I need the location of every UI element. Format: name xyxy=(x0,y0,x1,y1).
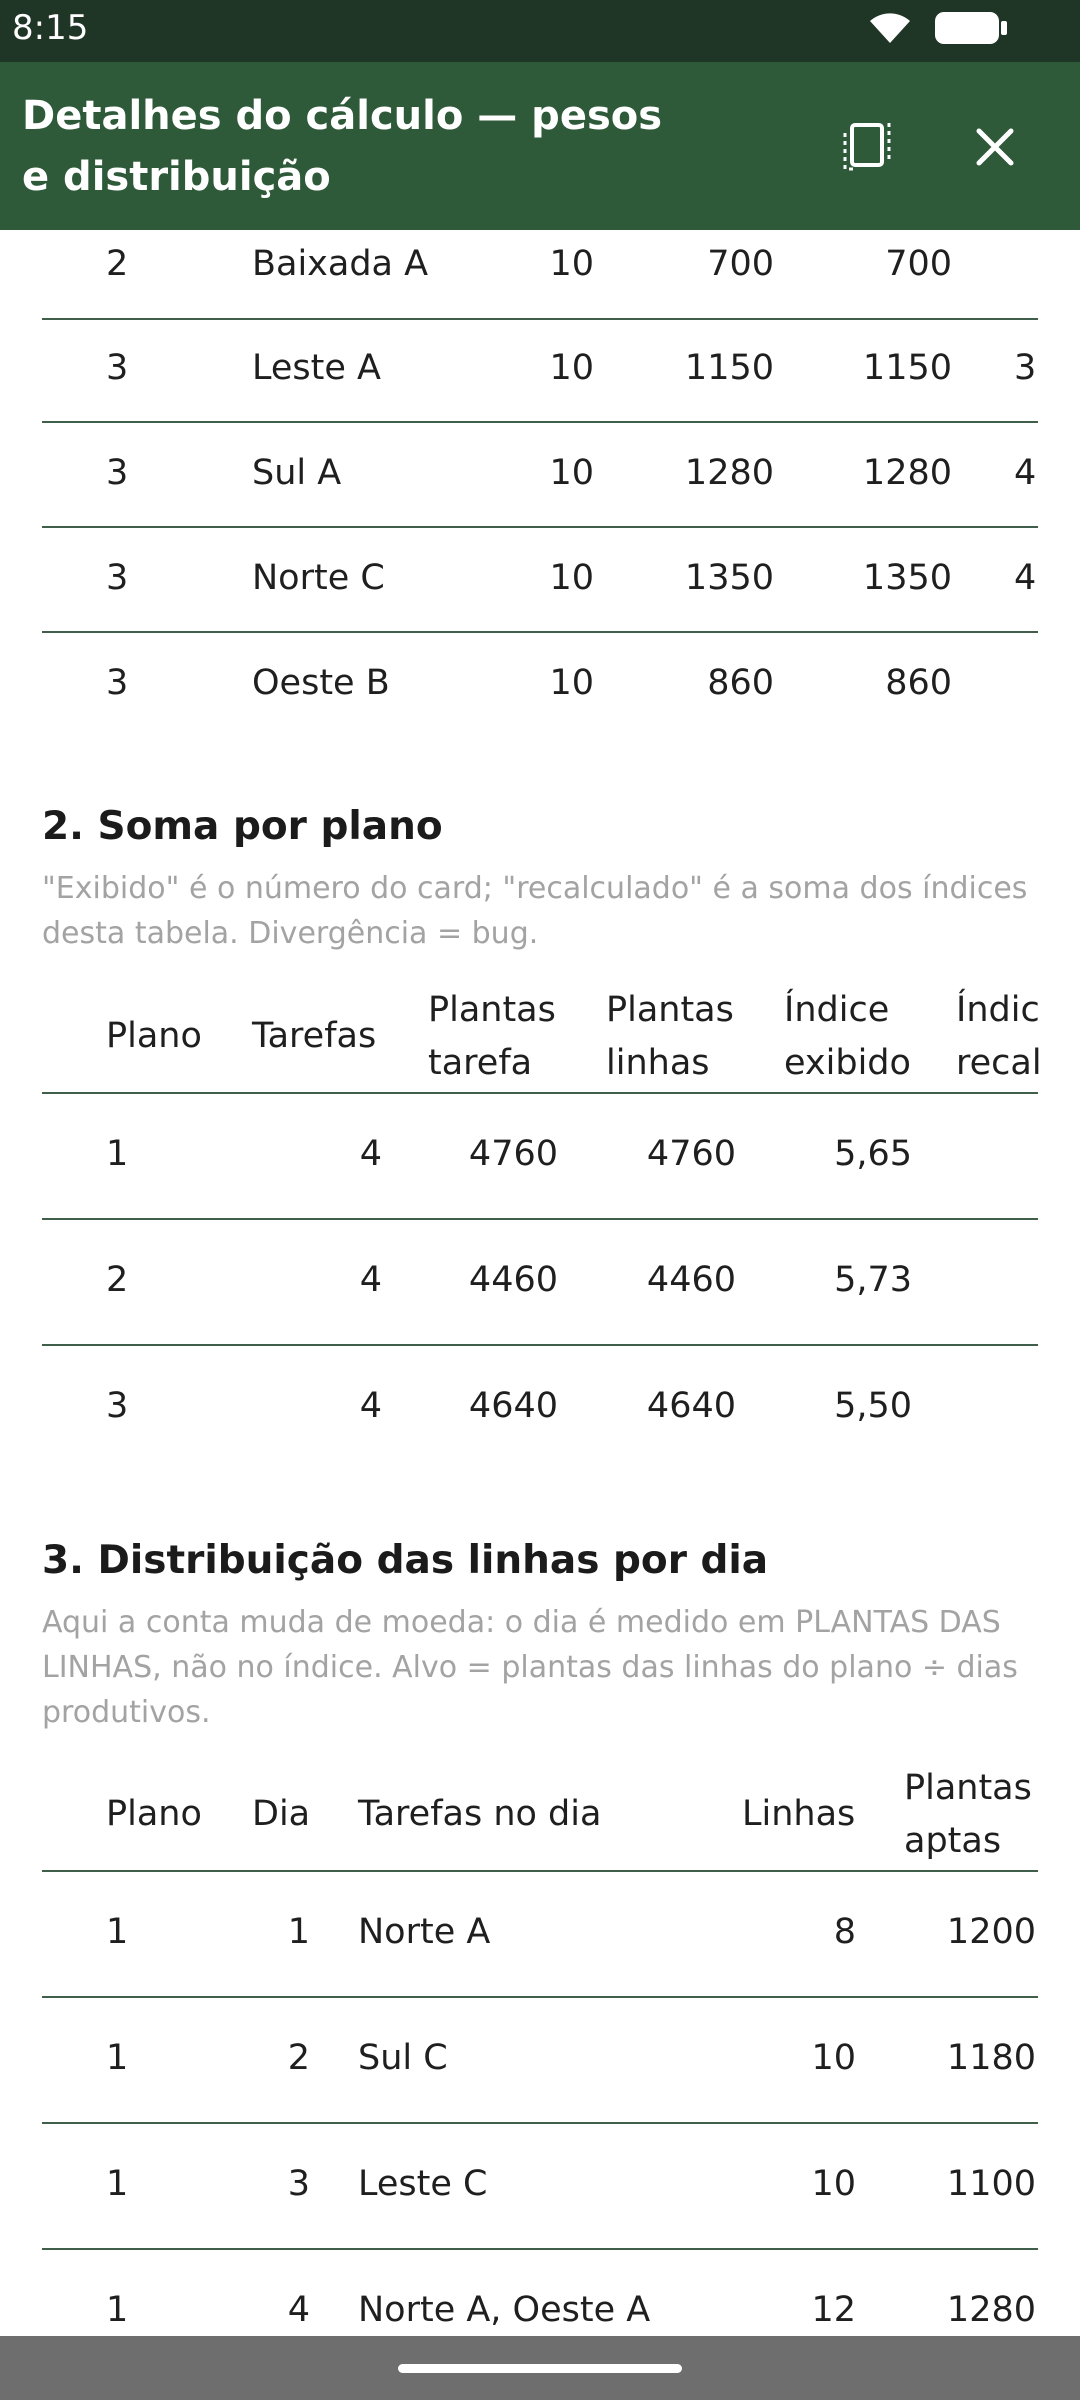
table-row xyxy=(42,230,1038,320)
cell-plano: 2 xyxy=(106,1260,129,1300)
cell-dia: 1 xyxy=(287,1912,310,1952)
cell-plano: 1 xyxy=(106,2290,129,2330)
header-indice-exibido-line1: Índice xyxy=(784,990,890,1030)
header-plano: Plano xyxy=(106,1794,202,1834)
cell-linhas: 12 xyxy=(811,2290,856,2330)
cell-plantas-aptas: 1100 xyxy=(946,2164,1036,2204)
navigation-bar xyxy=(0,2336,1080,2400)
cell-plantas-tarefa: 860 xyxy=(707,663,774,703)
cell-plantas-linhas: 700 xyxy=(885,244,952,284)
cell-plantas-linhas: 4640 xyxy=(646,1386,736,1426)
table-header-row xyxy=(42,982,1042,1094)
cell-linhas: 10 xyxy=(549,244,594,284)
cell-indice-exibido: 5,73 xyxy=(834,1260,912,1300)
cell-dia: 2 xyxy=(287,2038,310,2078)
cell-plano: 1 xyxy=(106,2164,129,2204)
header-indice-recalculado-line1: Índic xyxy=(956,990,1040,1030)
cell-plantas-tarefa: 1350 xyxy=(684,558,774,598)
cell-linhas: 10 xyxy=(549,348,594,388)
cell-linhas: 8 xyxy=(833,1912,856,1952)
cell-plano: 1 xyxy=(106,1912,129,1952)
table-row xyxy=(42,2124,1038,2250)
header-plantas-linhas-line1: Plantas xyxy=(606,990,734,1030)
section-title-distribuicao-por-dia: 3. Distribuição das linhas por dia xyxy=(42,1538,769,1583)
header-plantas-tarefa-line2: tarefa xyxy=(428,1043,533,1083)
close-button[interactable] xyxy=(960,112,1030,182)
cell-extra: 4 xyxy=(1014,558,1037,598)
wifi-icon xyxy=(868,11,912,45)
header-plano: Plano xyxy=(106,1016,202,1056)
header-tarefas: Tarefas xyxy=(252,1016,377,1056)
table-header-row xyxy=(42,1760,1038,1872)
cell-plantas-tarefa: 4760 xyxy=(468,1134,558,1174)
cell-tarefas: 4 xyxy=(359,1260,382,1300)
cell-plantas-tarefa: 4460 xyxy=(468,1260,558,1300)
header-plantas-aptas-line2: aptas xyxy=(904,1821,1002,1861)
cell-indice-exibido: 5,65 xyxy=(834,1134,912,1174)
details-content[interactable] xyxy=(0,230,1080,2336)
cell-dia: 4 xyxy=(287,2290,310,2330)
header-plantas-tarefa-line1: Plantas xyxy=(428,990,556,1030)
table-row xyxy=(42,633,1038,736)
cell-tarefas-no-dia: Norte A xyxy=(358,1912,491,1952)
cell-tarefas-no-dia: Leste C xyxy=(358,2164,488,2204)
cell-plantas-tarefa: 4640 xyxy=(468,1386,558,1426)
section-description: "Exibido" é o número do card; "recalculado" é a soma dos índices desta tabela. Divergência = bug. xyxy=(42,871,1028,951)
table-row xyxy=(42,2250,1038,2336)
cell-plantas-linhas: 4760 xyxy=(646,1134,736,1174)
cell-linhas: 10 xyxy=(549,558,594,598)
battery-icon xyxy=(934,10,1008,46)
cell-plantas-linhas: 1150 xyxy=(862,348,952,388)
section-description: Aqui a conta muda de moeda: o dia é medido em PLANTAS DAS LINHAS, não no índice. Alvo = plantas das linhas do plano ÷ dias produtivos. xyxy=(42,1605,1018,1730)
cell-linhas: 10 xyxy=(549,453,594,493)
cell-tarefa: Norte C xyxy=(252,558,385,598)
cell-tarefa: Sul A xyxy=(252,453,342,493)
cell-plano: 3 xyxy=(106,663,129,703)
status-time: 8:15 xyxy=(12,8,89,48)
cell-plano: 1 xyxy=(106,2038,129,2078)
cell-plano: 3 xyxy=(106,1386,129,1426)
page-title: Detalhes do cálculo — pesos e distribuição xyxy=(22,93,663,200)
cell-plantas-tarefa: 1150 xyxy=(684,348,774,388)
cell-extra: 4 xyxy=(1014,453,1037,493)
screen-rotation-icon xyxy=(841,119,893,175)
table-row xyxy=(42,1998,1038,2124)
cell-plantas-aptas: 1180 xyxy=(946,2038,1036,2078)
cell-plantas-linhas: 1280 xyxy=(862,453,952,493)
header-indice-recalculado-line2: recal xyxy=(956,1043,1042,1083)
table-row xyxy=(42,1872,1038,1998)
cell-tarefa: Oeste B xyxy=(252,663,390,703)
cell-plano: 3 xyxy=(106,453,129,493)
cell-plantas-linhas: 1350 xyxy=(862,558,952,598)
table-row xyxy=(42,318,1038,423)
table-row xyxy=(42,1094,1038,1220)
rotate-screen-button[interactable] xyxy=(832,112,902,182)
home-gesture-handle[interactable] xyxy=(398,2364,682,2373)
cell-tarefas: 4 xyxy=(359,1134,382,1174)
table-row xyxy=(42,1346,1038,1470)
cell-plantas-tarefa: 1280 xyxy=(684,453,774,493)
cell-linhas: 10 xyxy=(811,2038,856,2078)
cell-plantas-linhas: 860 xyxy=(885,663,952,703)
cell-plantas-tarefa: 700 xyxy=(707,244,774,284)
cell-plano: 3 xyxy=(106,558,129,598)
cell-plano: 3 xyxy=(106,348,129,388)
cell-plantas-linhas: 4460 xyxy=(646,1260,736,1300)
header-plantas-aptas-line1: Plantas xyxy=(904,1768,1032,1808)
table-row xyxy=(42,528,1038,633)
header-indice-exibido-line2: exibido xyxy=(784,1043,911,1083)
cell-linhas: 10 xyxy=(811,2164,856,2204)
app-bar xyxy=(0,62,1080,230)
table-row xyxy=(42,1220,1038,1346)
table-row xyxy=(42,423,1038,528)
section-title-soma-por-plano: 2. Soma por plano xyxy=(42,804,443,849)
cell-tarefa: Baixada A xyxy=(252,244,429,284)
cell-dia: 3 xyxy=(287,2164,310,2204)
cell-plantas-aptas: 1200 xyxy=(946,1912,1036,1952)
header-plantas-linhas-line2: linhas xyxy=(606,1043,710,1083)
header-tarefas-no-dia: Tarefas no dia xyxy=(358,1794,602,1834)
cell-linhas: 10 xyxy=(549,663,594,703)
close-icon xyxy=(975,127,1015,167)
header-dia: Dia xyxy=(252,1794,311,1834)
cell-tarefas: 4 xyxy=(359,1386,382,1426)
cell-plano: 2 xyxy=(106,244,129,284)
header-linhas: Linhas xyxy=(742,1794,856,1834)
cell-plano: 1 xyxy=(106,1134,129,1174)
cell-tarefas-no-dia: Norte A, Oeste A xyxy=(358,2290,651,2330)
cell-tarefas-no-dia: Sul C xyxy=(358,2038,448,2078)
cell-tarefa: Leste A xyxy=(252,348,381,388)
cell-plantas-aptas: 1280 xyxy=(946,2290,1036,2330)
cell-extra: 3 xyxy=(1014,348,1037,388)
cell-indice-exibido: 5,50 xyxy=(834,1386,912,1426)
status-bar xyxy=(0,0,1080,62)
